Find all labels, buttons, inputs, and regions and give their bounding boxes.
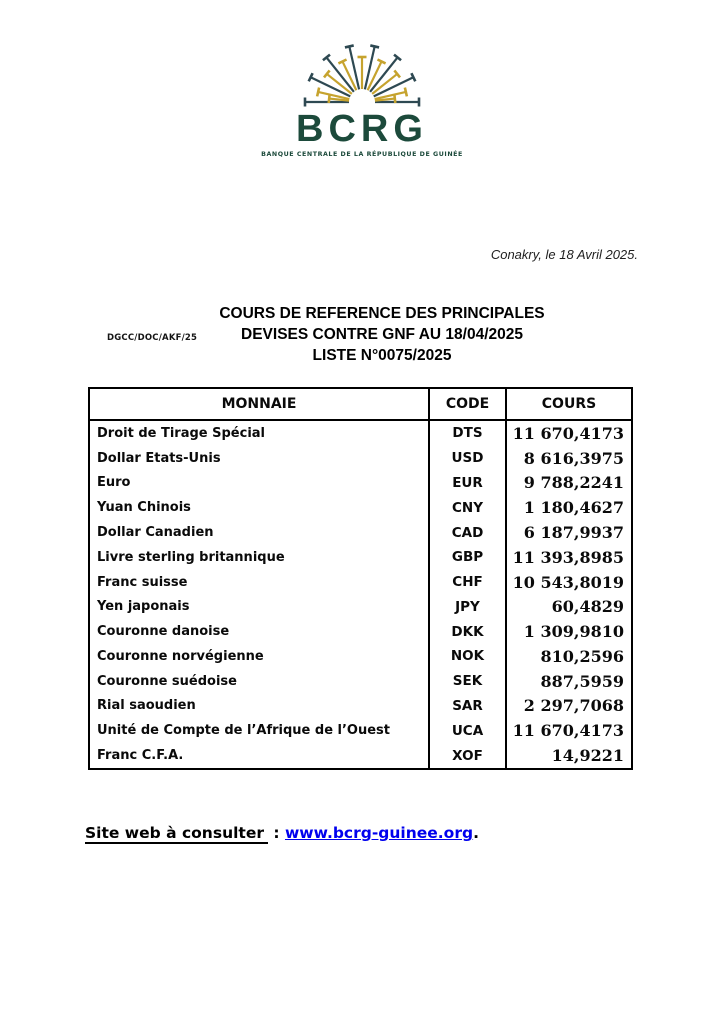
currency-name: Livre sterling britannique — [97, 549, 285, 565]
currency-rate: 14,9221 — [551, 746, 624, 766]
currency-name: Yen japonais — [97, 599, 190, 615]
table-row — [90, 520, 631, 545]
table-row — [90, 594, 631, 619]
currency-name: Rial saoudien — [97, 698, 196, 714]
currency-code: CAD — [428, 520, 507, 545]
currency-code: CHF — [428, 570, 507, 595]
currency-rate: 810,2596 — [540, 646, 624, 666]
currency-rate: 11 670,4173 — [512, 423, 624, 443]
currency-name: Dollar Etats-Unis — [97, 450, 221, 466]
website-period: . — [473, 824, 479, 842]
currency-code: XOF — [428, 743, 507, 768]
currency-code: CNY — [428, 495, 507, 520]
currency-name: Droit de Tirage Spécial — [97, 425, 266, 441]
website-separator: : — [267, 824, 285, 842]
header-cours: COURS — [541, 396, 597, 412]
table-header-row — [90, 389, 631, 421]
currency-rate: 11 670,4173 — [512, 721, 624, 741]
currency-name: Yuan Chinois — [97, 500, 191, 516]
table-row — [90, 694, 631, 719]
header-monnaie: MONNAIE — [221, 396, 297, 412]
document-title — [132, 303, 632, 366]
currency-code: UCA — [428, 718, 507, 743]
currency-code: SAR — [428, 694, 507, 719]
document-title-line1: COURS DE REFERENCE DES PRINCIPALES — [219, 305, 545, 322]
currency-name: Couronne norvégienne — [97, 648, 264, 664]
currency-rate: 2 297,7068 — [523, 696, 624, 716]
reference-code: DGCC/DOC/AKF/25 — [107, 333, 198, 343]
currency-name: Dollar Canadien — [97, 525, 214, 541]
table-row — [90, 644, 631, 669]
header-code: CODE — [428, 389, 507, 419]
currency-rate: 6 187,9937 — [523, 523, 624, 543]
currency-name: Couronne danoise — [97, 624, 230, 640]
currency-rate: 1 180,4627 — [523, 498, 624, 518]
table-row — [90, 718, 631, 743]
website-line — [85, 824, 479, 842]
currency-code: GBP — [428, 545, 507, 570]
currency-code: EUR — [428, 471, 507, 496]
logo-acronym: BCRG — [296, 108, 428, 150]
document-title-line3: LISTE N°0075/2025 — [312, 347, 452, 364]
currency-code: DTS — [428, 421, 507, 446]
currency-rate: 8 616,3975 — [523, 448, 624, 468]
document-title-line2: DEVISES CONTRE GNF AU 18/04/2025 — [241, 326, 523, 343]
currency-rate: 9 788,2241 — [523, 473, 624, 493]
rates-table — [88, 387, 633, 770]
logo-rays-icon — [0, 44, 724, 108]
table-row — [90, 669, 631, 694]
table-row — [90, 743, 631, 768]
currency-code: NOK — [428, 644, 507, 669]
currency-code: USD — [428, 446, 507, 471]
currency-name: Couronne suédoise — [97, 673, 237, 689]
currency-rate: 60,4829 — [551, 597, 624, 617]
table-row — [90, 446, 631, 471]
currency-name: Franc C.F.A. — [97, 748, 184, 764]
currency-rate: 10 543,8019 — [512, 572, 624, 592]
dateline: Conakry, le 18 Avril 2025. — [490, 247, 638, 262]
currency-code: SEK — [428, 669, 507, 694]
table-row — [90, 619, 631, 644]
website-link[interactable]: www.bcrg-guinee.org — [284, 824, 474, 842]
table-row — [90, 570, 631, 595]
currency-name: Unité de Compte de l’Afrique de l’Ouest — [97, 723, 391, 739]
table-row — [90, 545, 631, 570]
table-row — [90, 421, 631, 446]
table-row — [90, 495, 631, 520]
currency-name: Franc suisse — [97, 574, 188, 590]
bcrg-logo — [0, 44, 724, 158]
currency-rate: 11 393,8985 — [512, 547, 624, 567]
table-row — [90, 471, 631, 496]
currency-name: Euro — [97, 475, 131, 491]
table-body — [90, 421, 631, 768]
currency-code: DKK — [428, 619, 507, 644]
logo-subtitle: BANQUE CENTRALE DE LA RÉPUBLIQUE DE GUINÉE — [261, 151, 463, 158]
currency-rate: 1 309,9810 — [523, 622, 624, 642]
currency-code: JPY — [428, 594, 507, 619]
currency-rate: 887,5959 — [540, 671, 624, 691]
website-label: Site web à consulter — [85, 824, 268, 844]
